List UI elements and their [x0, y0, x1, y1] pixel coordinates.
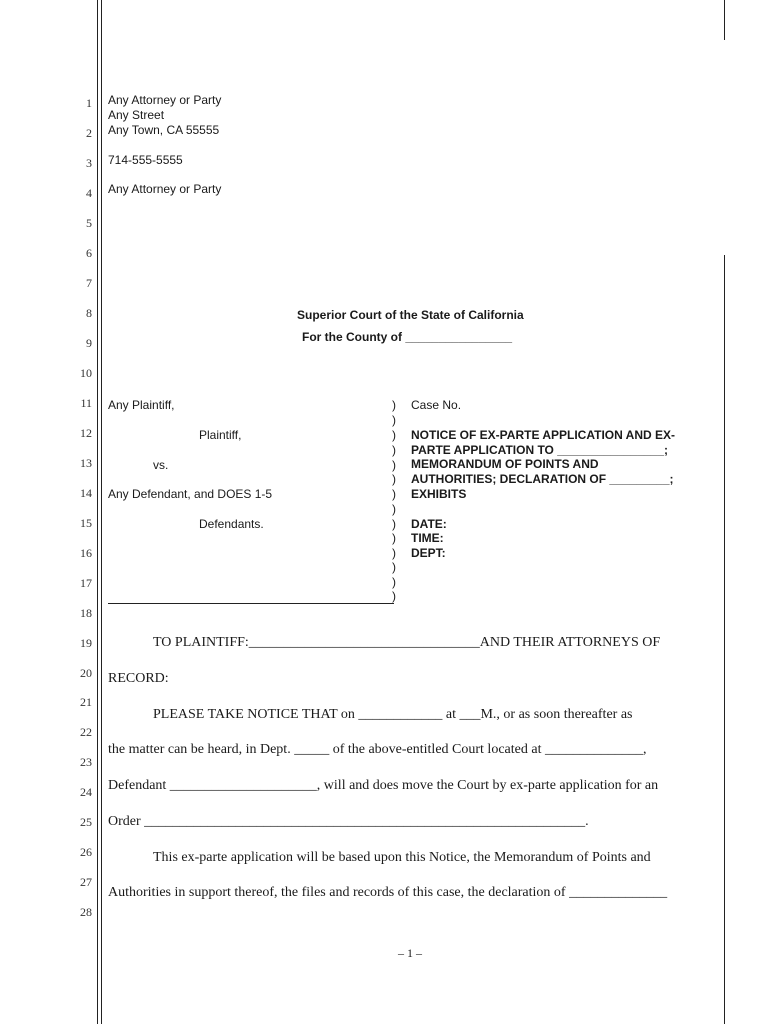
line-number: 17	[80, 576, 92, 590]
versus-label: vs.	[153, 458, 169, 472]
right-margin-line-top	[724, 0, 725, 40]
line-number: 12	[80, 426, 92, 440]
plaintiff-name: Any Plaintiff,	[108, 398, 175, 412]
line-number: 4	[86, 186, 92, 200]
order-line: Order _______________________________________________________________.	[108, 814, 589, 829]
caption-parenthesis: )	[392, 487, 396, 501]
line-number: 15	[80, 516, 92, 530]
line-number: 10	[80, 366, 92, 380]
line-number: 1	[86, 96, 92, 110]
line-number: 11	[80, 396, 92, 410]
caption-parenthesis: )	[392, 502, 396, 516]
caption-parenthesis: )	[392, 443, 396, 457]
caption-parenthesis: )	[392, 428, 396, 442]
left-margin-line-inner	[101, 0, 102, 1024]
document-title-line: AUTHORITIES; DECLARATION OF _________;	[411, 472, 674, 486]
line-number: 8	[86, 306, 92, 320]
line-number: 23	[80, 755, 92, 769]
line-number: 20	[80, 666, 92, 680]
caption-parenthesis: )	[392, 531, 396, 545]
line-number: 3	[86, 156, 92, 170]
line-number: 7	[86, 276, 92, 290]
document-title-line: PARTE APPLICATION TO ________________;	[411, 443, 669, 457]
line-number: 21	[80, 695, 92, 709]
matter-line: the matter can be heard, in Dept. _____ of the above-entitled Court located at ______________,	[108, 742, 647, 757]
line-number: 5	[86, 216, 92, 230]
line-number: 28	[80, 905, 92, 919]
attorney-phone: 714-555-5555	[108, 153, 183, 167]
caption-parenthesis: )	[392, 575, 396, 589]
line-number: 24	[80, 785, 92, 799]
caption-parenthesis: )	[392, 413, 396, 427]
record-line: RECORD:	[108, 671, 169, 686]
attorney-city: Any Town, CA 55555	[108, 123, 220, 137]
caption-parenthesis: )	[392, 398, 396, 412]
line-number: 9	[86, 336, 92, 350]
authorities-line: Authorities in support thereof, the files and records of this case, the declaration of ______________	[108, 885, 668, 900]
hearing-date-label: DATE:	[411, 517, 447, 531]
caption-parenthesis: )	[392, 546, 396, 560]
court-name: Superior Court of the State of California	[297, 308, 524, 322]
line-number: 14	[80, 486, 92, 500]
line-number: 6	[86, 246, 92, 260]
page-number: – 1 –	[398, 946, 422, 960]
line-number: 22	[80, 725, 92, 739]
based-line: This ex-parte application will be based upon this Notice, the Memorandum of Points and	[153, 850, 651, 865]
court-county: For the County of ________________	[302, 330, 513, 344]
caption-parenthesis: )	[392, 472, 396, 486]
hearing-time-label: TIME:	[411, 531, 444, 545]
line-number: 26	[80, 845, 92, 859]
caption-parenthesis: )	[392, 458, 396, 472]
notice-line: PLEASE TAKE NOTICE THAT on ____________ at ___M., or as soon thereafter as	[153, 707, 633, 722]
caption-parenthesis: )	[392, 517, 396, 531]
line-number: 19	[80, 636, 92, 650]
defendant-role: Defendants.	[199, 517, 264, 531]
attorney-for: Any Attorney or Party	[108, 182, 222, 196]
caption-parenthesis: )	[392, 589, 396, 603]
line-number: 18	[80, 606, 92, 620]
case-number-label: Case No.	[411, 398, 462, 412]
line-number: 27	[80, 875, 92, 889]
right-margin-line-lower	[724, 255, 725, 1024]
defendant-name: Any Defendant, and DOES 1-5	[108, 487, 273, 501]
to-plaintiff-line: TO PLAINTIFF:_________________________________AND THEIR ATTORNEYS OF	[153, 635, 661, 650]
caption-bottom-rule	[108, 603, 394, 604]
caption-parenthesis: )	[392, 560, 396, 574]
attorney-street: Any Street	[108, 108, 165, 122]
attorney-name: Any Attorney or Party	[108, 93, 222, 107]
document-title-line: EXHIBITS	[411, 487, 467, 501]
line-number: 2	[86, 126, 92, 140]
hearing-dept-label: DEPT:	[411, 546, 446, 560]
left-margin-line-outer	[97, 0, 98, 1024]
line-number: 25	[80, 815, 92, 829]
defendant-line: Defendant _____________________, will and does move the Court by ex-parte application for an	[108, 778, 659, 793]
document-title-line: MEMORANDUM OF POINTS AND	[411, 457, 599, 471]
plaintiff-role: Plaintiff,	[199, 428, 242, 442]
line-number: 16	[80, 546, 92, 560]
document-title-line: NOTICE OF EX-PARTE APPLICATION AND EX-	[411, 428, 676, 442]
line-number: 13	[80, 456, 92, 470]
